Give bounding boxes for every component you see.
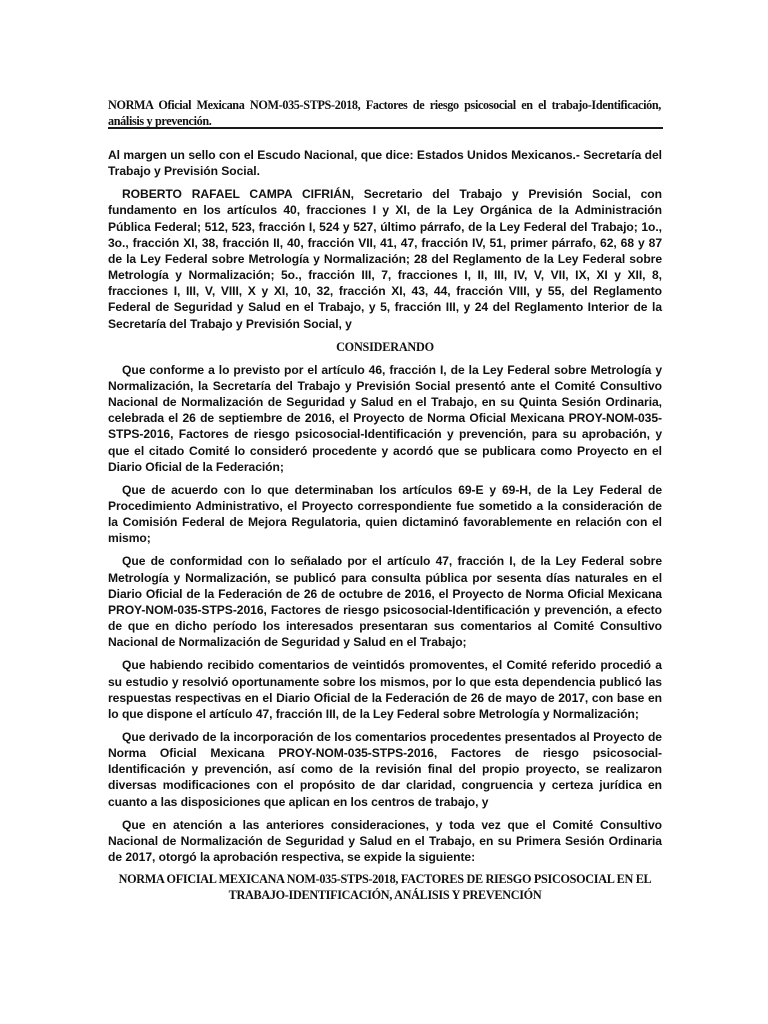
header-divider (108, 127, 663, 129)
considerando-paragraph-5: Que derivado de la incorporación de los comentarios procedentes presentados al Proyecto de Norma Oficial Mexicana PROY-NOM-035-STPS-2016, Factores de riesgo psicosocial-Identificación y prevención, así como de la revisión final del propio proyecto, se realizaron diversas modificaciones con el propósito de dar claridad, congruencia y certeza jurídica en cuanto a las disposiciones que aplican en los centros de trabajo, y (108, 730, 662, 809)
considerando-heading: CONSIDERANDO (336, 339, 434, 354)
seal-paragraph: Al margen un sello con el Escudo Nacional, que dice: Estados Unidos Mexicanos.- Secretaría del Trabajo y Previsión Social. (108, 148, 662, 179)
document-body (108, 147, 662, 903)
considerando-paragraph-2: Que de acuerdo con lo que determinaban los artículos 69-E y 69-H, de la Ley Federal de Procedimiento Administrativo, el Proyecto correspondiente fue sometido a la consideración de la Comisión Federal de Mejora Regulatoria, quien dictaminó favorablemente en relación con el mismo; (108, 482, 662, 546)
considerando-paragraph-4: Que habiendo recibido comentarios de veintidós promoventes, el Comité referido procedió a su estudio y resolvió oportunamente sobre los mismos, por lo que esta dependencia publicó las respuestas respectivas en el Diario Oficial de la Federación de 26 de mayo de 2017, con base en lo que dispone el artículo 47, fracción III, de la Ley Federal sobre Metrología y Normalización; (108, 658, 662, 721)
document-header-title: NORMA Oficial Mexicana NOM-035-STPS-2018, Factores de riesgo psicosocial en el trabajo-Identificación, análisis y prevención. (108, 98, 661, 128)
norma-title-line-1: NORMA OFICIAL MEXICANA NOM-035-STPS-2018, FACTORES DE RIESGO PSICOSOCIAL EN EL (118, 872, 652, 887)
secretary-paragraph: ROBERTO RAFAEL CAMPA CIFRIÁN, Secretario del Trabajo y Previsión Social, con fundamento en los artículos 40, fracciones I y XI, de la Ley Orgánica de la Administración Pública Federal; 512, 523, fracción I, 524 y 527, último párrafo, de la Ley Federal del Trabajo; 1o., 3o., fracción XI, 38, fracción II, 40, fracción VII, 41, 47, fracción IV, 51, primer párrafo, 62, 68 y 87 de la Ley Federal sobre Metrología y Normalización; 28 del Reglamento de la Ley Federal sobre Metrología y Normalización; 5o., fracción III, 7, fracciones I, II, III, IV, V, VII, IX, XI y XII, 8, fracciones I, III, V, VIII, X y XI, 10, 32, fracción XI, 43, 44, fracción VIII, y 55, del Reglamento Federal de Seguridad y Salud en el Trabajo, y 5, fracción III, y 24 del Reglamento Interior de la Secretaría del Trabajo y Previsión Social, y (108, 187, 662, 331)
considerando-paragraph-6: Que en atención a las anteriores consideraciones, y toda vez que el Comité Consultivo Nacional de Normalización de Seguridad y Salud en el Trabajo, en su Primera Sesión Ordinaria de 2017, otorgó la aprobación respectiva, se expide la siguiente: (108, 817, 662, 865)
considerando-paragraph-3: Que de conformidad con lo señalado por el artículo 47, fracción I, de la Ley Federal sobre Metrología y Normalización, se publicó para consulta pública por sesenta días naturales en el Diario Oficial de la Federación de 26 de octubre de 2016, el Proyecto de Norma Oficial Mexicana PROY-NOM-035-STPS-2016, Factores de riesgo psicosocial-Identificación y prevención, a efecto de que en dicho período los interesados presentaran sus comentarios al Comité Consultivo Nacional de Normalización de Seguridad y Salud en el Trabajo; (108, 554, 662, 650)
considerando-paragraph-1: Que conforme a lo previsto por el artículo 46, fracción I, de la Ley Federal sobre Metrología y Normalización, la Secretaría del Trabajo y Previsión Social presentó ante el Comité Consultivo Nacional de Normalización de Seguridad y Salud en el Trabajo, en su Quinta Sesión Ordinaria, celebrada el 26 de septiembre de 2016, el Proyecto de Norma Oficial Mexicana PROY-NOM-035-STPS-2016, Factores de riesgo psicosocial-Identificación y prevención, para su aprobación, y que el citado Comité lo consideró procedente y acordó que se publicara como Proyecto en el Diario Oficial de la Federación; (108, 362, 662, 474)
norma-title-line-2: TRABAJO-IDENTIFICACIÓN, ANÁLISIS Y PREVENCIÓN (228, 887, 542, 902)
